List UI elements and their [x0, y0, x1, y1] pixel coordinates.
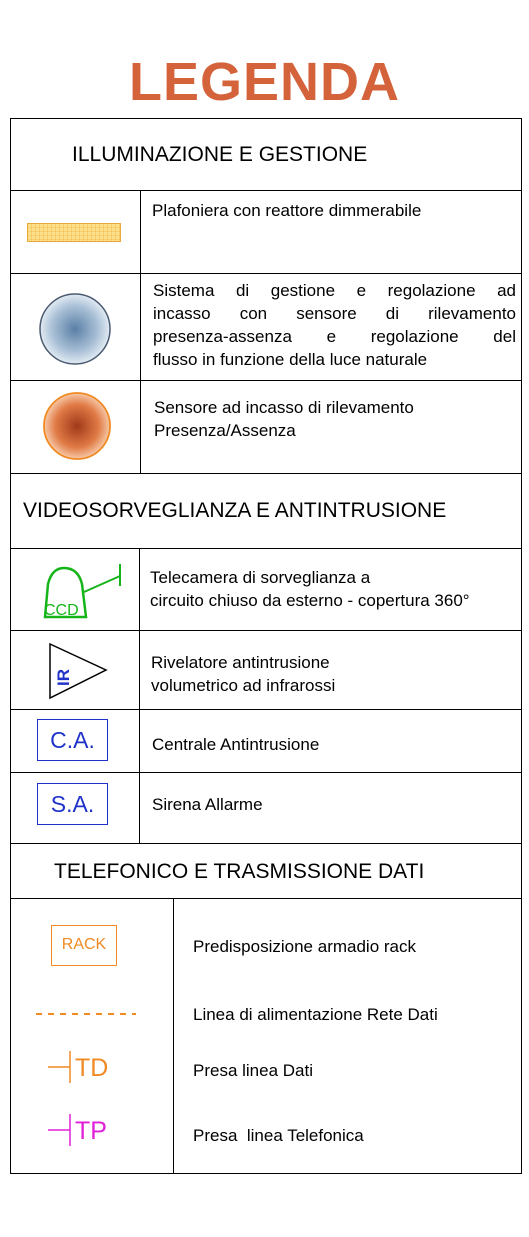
- rack-box-icon: RACK: [51, 925, 117, 966]
- column-divider: [173, 898, 174, 1174]
- divider: [10, 273, 522, 274]
- ccd-label: CCD: [44, 602, 79, 619]
- column-divider: [140, 190, 141, 474]
- section-heading-videosorveglianza: VIDEOSORVEGLIANZA E ANTINTRUSIONE: [23, 499, 447, 522]
- item-text-sistema-gestione: Sistema di gestione e regolazione ad incasso con sensore di rilevamento presenza-assenza e regolazione del flusso in funzione della luce naturale: [153, 281, 516, 369]
- divider: [10, 630, 522, 631]
- divider: [10, 473, 522, 474]
- item-text-presa-dati: Presa linea Dati: [193, 1061, 314, 1080]
- ir-detector-icon: [48, 642, 110, 702]
- td-socket-icon: [48, 1047, 118, 1087]
- column-divider: [139, 548, 140, 844]
- item-text-sensore-incasso: Sensore ad incasso di rilevamento Presenza/Assenza: [154, 398, 414, 440]
- ccd-camera-icon: [40, 560, 130, 622]
- item-text-rivelatore: Rivelatore antintrusione volumetrico ad infrarossi: [151, 653, 336, 695]
- sa-box-icon: S.A.: [37, 783, 108, 825]
- divider: [10, 709, 522, 710]
- tp-label: TP: [75, 1117, 107, 1145]
- ca-box-icon: C.A.: [37, 719, 108, 761]
- td-label: TD: [75, 1054, 109, 1082]
- section-heading-illuminazione: ILLUMINAZIONE E GESTIONE: [72, 143, 368, 166]
- section-heading-telefonico: TELEFONICO E TRASMISSIONE DATI: [54, 860, 425, 883]
- blue-sensor-circle-icon: [38, 292, 112, 366]
- divider: [10, 772, 522, 773]
- dashed-line-icon: [36, 1011, 136, 1017]
- item-text-presa-telefonica: Presa linea Telefonica: [193, 1126, 364, 1145]
- orange-sensor-circle-icon: [42, 391, 114, 463]
- item-text-rack: Predisposizione armadio rack: [193, 937, 416, 956]
- item-text-sirena: Sirena Allarme: [152, 795, 263, 814]
- ceiling-lamp-icon: [27, 223, 122, 243]
- ir-label: IR: [54, 669, 73, 686]
- item-text-plafoniera: Plafoniera con reattore dimmerabile: [152, 201, 422, 220]
- item-text-telecamera: Telecamera di sorveglianza a circuito chiuso da esterno - copertura 360°: [150, 568, 470, 610]
- divider: [10, 898, 522, 899]
- divider: [10, 548, 522, 549]
- item-text-centrale: Centrale Antintrusione: [152, 735, 320, 754]
- tp-socket-icon: [48, 1110, 118, 1150]
- legend-title: LEGENDA: [128, 52, 400, 112]
- divider: [10, 843, 522, 844]
- item-text-linea-rete: Linea di alimentazione Rete Dati: [193, 1005, 438, 1024]
- divider: [10, 380, 522, 381]
- divider: [10, 190, 522, 191]
